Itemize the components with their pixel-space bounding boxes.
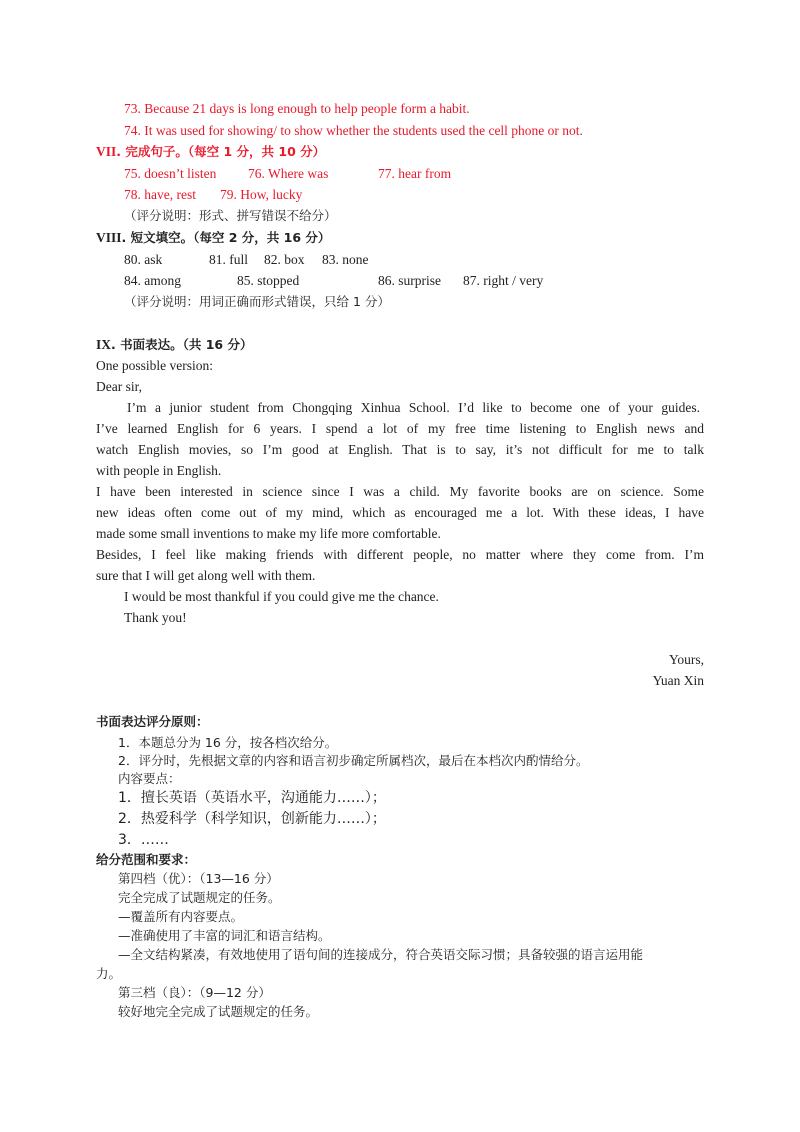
tier-3: 第三档（良）：（9—12 分）	[118, 985, 271, 1000]
essay-greeting: Dear sir,	[96, 379, 142, 394]
answer-75: 75. doesn’t listen	[124, 166, 217, 181]
section-ix-heading	[96, 336, 252, 353]
essay-line: made some small inventions to make my life more comfortable.	[96, 526, 441, 541]
essay-line: Besides, I feel like making friends with different people, no matter where they come from. I’m	[96, 547, 704, 562]
answer-84: 84. among	[124, 273, 181, 288]
section-vii-heading	[96, 143, 325, 160]
tier-4-bullet-continued: 力。	[96, 966, 122, 981]
tier-4-desc: 完全完成了试题规定的任务。	[118, 890, 281, 905]
essay-intro: One possible version:	[96, 358, 213, 373]
essay-line: I’ve learned English for 6 years. I spend a lot of my free time listening to English news and	[96, 421, 704, 436]
essay-closing: Yours,	[668, 652, 704, 667]
content-point-1: 1．擅长英语（英语水平，沟通能力……）；	[118, 790, 386, 806]
scoring-rule-1: 1．本题总分为 16 分，按各档次给分。	[118, 735, 338, 750]
essay-line: with people in English.	[96, 463, 222, 478]
essay-line: I would be most thankful if you could give me the chance.	[124, 589, 439, 604]
essay-line: I’m a junior student from Chongqing Xinhua School. I’d like to become one of your guides.	[127, 400, 700, 415]
tier-4-bullet: —准确使用了丰富的词汇和语言结构。	[118, 928, 331, 943]
range-title: 给分范围和要求：	[96, 852, 197, 867]
answer-73: 73. Because 21 days is long enough to help people form a habit.	[124, 101, 470, 116]
tier-4-bullet: —覆盖所有内容要点。	[118, 909, 244, 924]
answer-82: 82. box	[264, 252, 305, 267]
essay-line: watch English movies, so I’m good at English. That is to say, it’s not difficult for me to talk	[96, 442, 704, 457]
content-point-2: 2．热爱科学（科学知识，创新能力……）；	[118, 811, 386, 827]
answer-76: 76. Where was	[248, 166, 329, 181]
answer-79: 79. How, lucky	[220, 187, 303, 202]
answer-80: 80. ask	[124, 252, 163, 267]
answer-81: 81. full	[209, 252, 248, 267]
answer-83: 83. none	[322, 252, 369, 267]
section-ix-title: . 书面表达。（共 16 分）	[111, 337, 253, 352]
section-ix-number: IX	[96, 337, 112, 352]
section-viii-number: VIII	[96, 230, 122, 245]
section-viii-title: . 短文填空。（每空 2 分，共 16 分）	[121, 230, 331, 245]
essay-line: sure that I will get along well with them.	[96, 568, 316, 583]
essay-line: I have been interested in science since I was a child. My favorite books are on science. Some	[96, 484, 704, 499]
scoring-note-viii: （评分说明：用词正确而形式错误，只给 1 分）	[124, 294, 390, 309]
content-points-label: 内容要点：	[118, 771, 181, 786]
answer-85: 85. stopped	[237, 273, 300, 288]
scoring-note-vii: （评分说明：形式、拼写错误不给分）	[124, 208, 337, 223]
content-point-3: 3．……	[118, 832, 169, 848]
answer-78: 78. have, rest	[124, 187, 196, 202]
scoring-rule-2: 2．评分时，先根据文章的内容和语言初步确定所属档次，最后在本档次内酌情给分。	[118, 753, 589, 768]
essay-line: new ideas often come out of my mind, which as encouraged me a lot. With these ideas, I have	[96, 505, 704, 520]
tier-4: 第四档（优）：（13—16 分）	[118, 871, 279, 886]
section-vii-number: VII	[96, 144, 117, 159]
essay-thanks: Thank you!	[124, 610, 187, 625]
answer-74: 74. It was used for showing/ to show whether the students used the cell phone or not.	[124, 123, 583, 138]
answer-87: 87. right / very	[463, 273, 544, 288]
tier-3-desc: 较好地完全完成了试题规定的任务。	[118, 1004, 319, 1019]
tier-4-bullet: —全文结构紧凑，有效地使用了语句间的连接成分，符合英语交际习惯；具备较强的语言运用能	[118, 947, 644, 962]
essay-signature: Yuan Xin	[652, 673, 704, 688]
section-vii-title: . 完成句子。（每空 1 分，共 10 分）	[116, 144, 326, 159]
scoring-title: 书面表达评分原则：	[96, 714, 209, 729]
section-viii-heading	[96, 229, 330, 246]
answer-86: 86. surprise	[378, 273, 441, 288]
answer-77: 77. hear from	[378, 166, 452, 181]
